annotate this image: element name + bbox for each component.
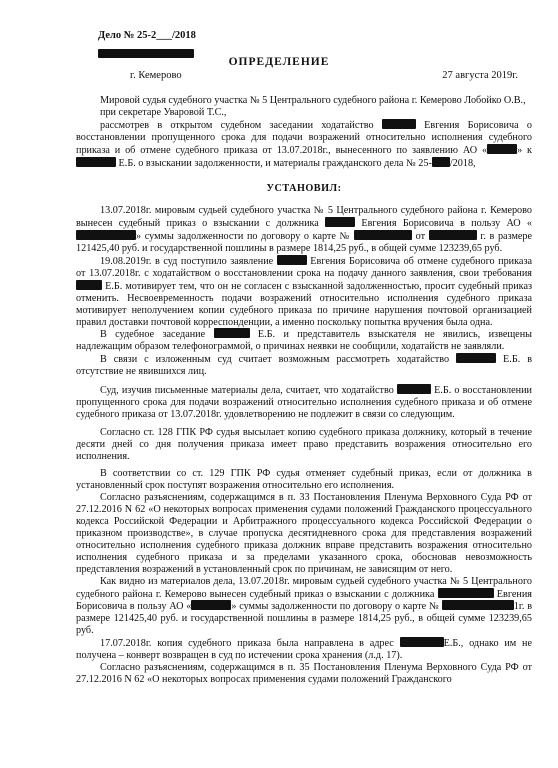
paragraph <box>76 637 532 662</box>
case-number: Дело № 25-2___/2018 <box>98 30 196 41</box>
text-run: /2018, <box>449 157 476 169</box>
text-run: от <box>415 231 426 243</box>
text-run: » суммы задолженности по договору о карте № <box>231 601 439 613</box>
paragraph <box>76 328 532 353</box>
text-run: г. в размере 121425,40 руб. и государственной пошлины в размере 1814,25 руб., в общей сумме 123239,65 руб. <box>76 231 533 255</box>
text-run: 13.07.2018г. мировым судьей судебного участка № 5 Центрального судебного района г. Кемерово вынесен судебный приказ о взыскании с должника <box>76 205 532 230</box>
text-run: Суд, изучив письменные материалы дела, считает, что ходатайство <box>100 385 394 397</box>
redaction <box>429 230 477 240</box>
text-run: » суммы задолженности по договору о карте № <box>136 231 351 243</box>
redaction <box>487 144 517 154</box>
text-run: Евгения Борисовича в пользу АО « <box>361 218 533 230</box>
text-run: 1г. в размере 121425,40 руб. и государственной пошлины в размере 1814,25 руб., в общей сумме 123239,65 руб. <box>76 601 533 637</box>
text-run: Е.Б. в отсутствие не явившихся лиц. <box>76 354 533 378</box>
text-run: Е.Б. мотивирует тем, что он не согласен с взысканной задолженностью, просит судебный приказ отменить. Несвоевременность подачи возражений относительно исполнения судебного приказа мотивирует неполучением копии судебного приказа по причине нарушения почтовой организацией правил доставки почтовой корреспонденции, а именно поскольку попытка вручения была одна. <box>76 280 532 328</box>
text-run: В связи с изложенным суд считает возможным рассмотреть ходатайство <box>100 354 450 366</box>
paragraph <box>76 576 532 638</box>
paragraph: Мировой судья судебного участка № 5 Центрального судебного района г. Кемерово Лобойко О.В., <box>100 95 526 106</box>
redaction <box>191 600 231 610</box>
section-heading: УСТАНОВИЛ: <box>266 183 342 195</box>
document-title: ОПРЕДЕЛЕНИЕ <box>228 56 330 68</box>
paragraph <box>76 353 532 378</box>
text-run: Как видно из материалов дела, 13.07.2018г. мировым судьей судебного участка № 5 Центрального судебного района г. Кемерово вынесен судебный приказ о взыскании с должника <box>76 575 532 600</box>
text-run: 19.08.2019г. в суд поступило заявление <box>100 255 274 267</box>
redaction <box>76 230 136 240</box>
document-body <box>76 95 532 686</box>
redaction <box>76 157 116 167</box>
redaction <box>277 255 307 265</box>
redaction <box>456 353 496 363</box>
paragraph: Согласно разъяснениям, содержащимся в п. 33 Постановления Пленума Верховного Суда РФ от 27.12.2016 N 62 «О некоторых вопросах применения судами положений Гражданского процессуального кодекса Российской Федерации и Арбитражного процессуального кодекса Российской Федерации о приказном производстве», в случае пропуска десятидневного срока для представления возражений относительно исполнения судебного приказа должник вправе представить возражения относительно исполнения судебного приказа и за пределами указанного срока, обосновав невозможность представления возражений в установленный срок по причинам, не зависящим от него. <box>76 492 532 575</box>
city: г. Кемерово <box>130 70 182 81</box>
redaction <box>382 119 416 129</box>
text-run: » к <box>517 144 532 156</box>
paragraph <box>76 119 532 170</box>
paragraph <box>76 205 532 255</box>
redaction <box>325 217 355 227</box>
text-run: Е.Б., однако им не получена – конверт возвращен в суд по истечении срока хранения (л.д. 17). <box>76 638 533 662</box>
city-date-line <box>130 70 518 81</box>
text-run: Евгения Борисовича в пользу АО « <box>76 588 532 613</box>
paragraph: при секретаре Уваровой Т.С., <box>100 106 227 118</box>
redaction <box>432 157 450 167</box>
paragraph: В соответствии со ст. 129 ГПК РФ судья отменяет судебный приказ, если от должника в установленный срок поступят возражения относительно его исполнения. <box>76 468 532 492</box>
paragraph <box>76 384 532 421</box>
redaction <box>76 280 102 290</box>
document-date: 27 августа 2019г. <box>442 70 518 81</box>
paragraph: Согласно ст. 128 ГПК РФ судья высылает копию судебного приказа должнику, который в течение десяти дней со дня получения приказа имеет право представить возражения относительно его исполнения. <box>76 426 532 462</box>
text-run: Евгения Борисовича об отмене судебного приказа от 13.07.2018г. с ходатайством о восстановлении срока на подачу данного заявления, свои требования <box>76 255 532 279</box>
text-run: Е.Б. о взыскании задолженности, и материалы гражданского дела № 25- <box>118 157 432 169</box>
text-run: Евгения Борисовича о восстановлении пропущенного срока для подачи возражений относительно исполнения судебного приказа и об отмене судебного приказа от 13.07.2018г., вынесенного по заявлению АО « <box>76 119 532 156</box>
text-run: рассмотрев в открытом судебном заседании ходатайство <box>100 119 374 131</box>
paragraph <box>76 255 532 328</box>
redaction <box>214 328 250 338</box>
text-run: 17.07.2018г. копия судебного приказа была направлена в адрес <box>100 638 394 650</box>
redaction <box>397 384 431 394</box>
text-run: Е.Б. о восстановлении пропущенного срока для подачи возражений относительно исполнения судебного приказа и об отмене судебного приказа от 13.07.2018г. удовлетворению не подлежит в связи со следующим. <box>76 385 533 420</box>
redaction <box>354 230 412 240</box>
redaction <box>442 600 514 610</box>
redaction <box>400 637 444 647</box>
text-run: Е.Б. и представитель взыскателя не явились, извещены надлежащим образом телефонограммой, о причинах неявки не сообщили, ходатайств не заявляли. <box>76 329 533 353</box>
paragraph: Согласно разъяснениям, содержащимся в п. 35 Постановления Пленума Верховного Суда РФ от 27.12.2016 N 62 «О некоторых вопросах применения судами положений Гражданского <box>76 661 532 685</box>
redaction <box>438 588 494 598</box>
text-run: В судебное заседание <box>100 329 206 341</box>
